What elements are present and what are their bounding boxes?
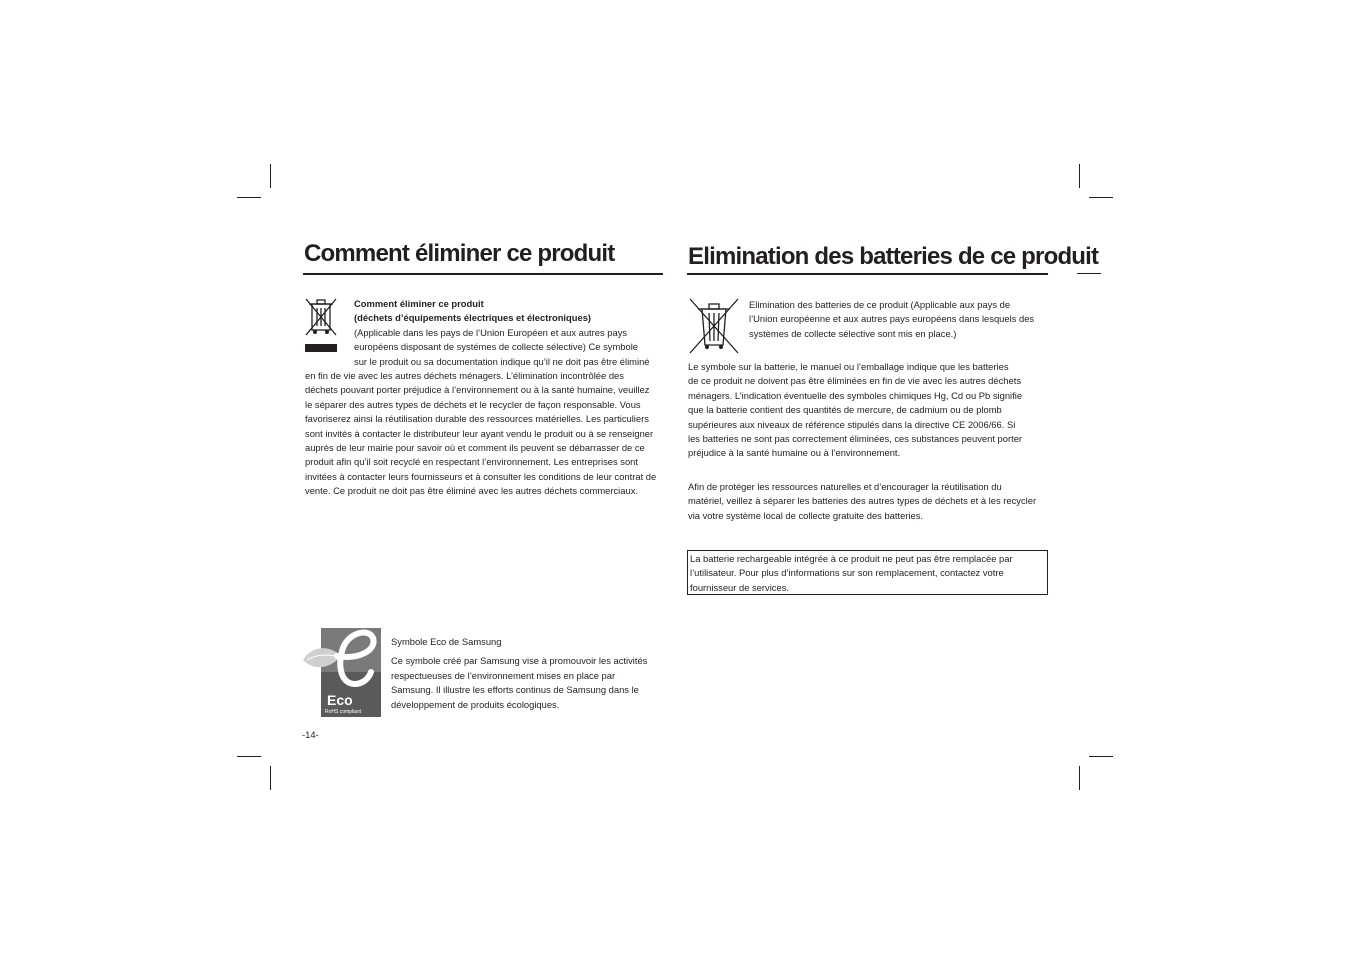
text-line: supérieures aux niveaux de référence stipulés dans la directive CE 2006/66. Si <box>688 418 1016 430</box>
crop-mark <box>1089 197 1113 198</box>
text-line: produit afin qu’il soit recyclé en respectant l’environnement. Les entreprises sont <box>305 456 638 468</box>
text-line: Afin de protéger les ressources naturelles et d’encourager la réutilisation du <box>688 481 1002 492</box>
text-line: ménagers. L’indication éventuelle des symboles chimiques Hg, Cd ou Pb signifie <box>688 389 1023 401</box>
text-line: que la batterie contient des quantités de mercure, de cadmium ou de plomb <box>688 404 1002 416</box>
title-underline <box>303 273 663 275</box>
battery-paragraph-1 <box>688 360 1058 461</box>
text-line: invitées à contacter leurs fournisseurs et à consulter les conditions de leur contrat de <box>305 470 657 482</box>
text-line: l’utilisateur. Pour plus d’informations sur son remplacement, contactez votre <box>690 567 1004 579</box>
text-line: Ce symbole créé par Samsung vise à promouvoir les activités <box>391 655 648 667</box>
page-title-right: Elimination des batteries de ce produit <box>688 243 1099 270</box>
text-line: vente. Ce produit ne doit pas être éliminé avec les autres déchets commerciaux. <box>305 485 638 497</box>
title-underline <box>687 273 1048 275</box>
crop-mark <box>270 164 271 188</box>
text-line: auprès de leur mairie pour savoir où et comment ils peuvent se débarrasser de ce <box>305 442 645 454</box>
text-line: sur le produit ou sa documentation indique qu’il ne doit pas être éliminé <box>354 355 650 367</box>
eco-heading: Symbole Eco de Samsung <box>391 636 502 647</box>
text-line: (Applicable dans les pays de l’Union Européen et aux autres pays <box>354 326 628 338</box>
text-line: européens disposant de systémes de collecte sélective) Ce symbole <box>354 341 639 353</box>
text-line: via votre système local de collecte gratuite des batteries. <box>688 509 924 521</box>
text-line: les batteries ne sont pas correctement éliminées, ces substances peuvent porter <box>688 433 1023 445</box>
text-line: fournisseur de services. <box>690 581 790 593</box>
text-line: matériel, veillez à séparer les batteries des autres types de déchets et à les recycler <box>688 495 1037 507</box>
eco-logo-text: Eco <box>327 692 353 708</box>
weee-bin-icon <box>303 296 339 359</box>
text-line: l’Union européenne et aux autres pays européens dans lesquels des <box>749 313 1035 325</box>
text-line: en fin de vie avec les autres déchets ménagers. L’élimination incontrôlée des <box>305 370 624 381</box>
text-line: Elimination des batteries de ce produit (Applicable aux pays de <box>749 299 1011 310</box>
page-number: -14- <box>302 729 319 740</box>
text-line: Le symbole sur la batterie, le manuel ou l’emballage indique que les batteries <box>688 361 1009 372</box>
text-line: sont invités à contacter le distributeur leur ayant vendu le produit ou à se renseigner <box>305 427 654 439</box>
text-line: favoriserez ainsi la réutilisation durable des ressources matérielles. Les particuliers <box>305 413 649 425</box>
battery-paragraph-2 <box>688 480 1058 523</box>
text-line: préjudice à la santé humaine ou à l’environnement. <box>688 447 901 459</box>
crop-mark <box>270 766 271 790</box>
weee-intro <box>354 297 674 369</box>
text-line: développement de produits écologiques. <box>391 698 560 710</box>
crop-mark <box>1079 766 1080 790</box>
text-line: Samsung. Il illustre les efforts continus de Samsung dans le <box>391 684 639 696</box>
crop-mark <box>1089 756 1113 757</box>
text-line: La batterie rechargeable intégrée à ce produit ne peut pas être remplacée par <box>690 553 1013 564</box>
weee-heading-2: (déchets d’équipements électriques et électroniques) <box>354 312 592 324</box>
battery-notice-box <box>687 550 1048 595</box>
text-line: respectueuses de l’environnement mises en place par <box>391 669 616 681</box>
crop-mark <box>1077 273 1101 274</box>
weee-body <box>305 369 675 499</box>
text-line: de ce produit ne doivent pas être éliminées en fin de vie avec les autres déchets <box>688 375 1022 387</box>
crop-mark <box>237 197 261 198</box>
battery-bin-icon <box>688 297 740 360</box>
weee-heading-1: Comment éliminer ce produit <box>354 298 484 309</box>
text-line: systèmes de collecte sélective sont mis en place.) <box>749 327 957 339</box>
crop-mark <box>237 756 261 757</box>
text-line: le séparer des autres types de déchets et le recycler de façon responsable. Vous <box>305 398 641 410</box>
page-title-left: Comment éliminer ce produit <box>304 240 615 267</box>
battery-intro <box>749 298 1059 341</box>
samsung-eco-logo <box>301 626 383 723</box>
eco-section <box>391 635 681 712</box>
text-line: déchets pouvant porter préjudice à l’environnement ou à la santé humaine, veuillez <box>305 384 650 396</box>
crop-mark <box>1079 164 1080 188</box>
eco-logo-subtext: RoHS compliant <box>325 709 362 715</box>
